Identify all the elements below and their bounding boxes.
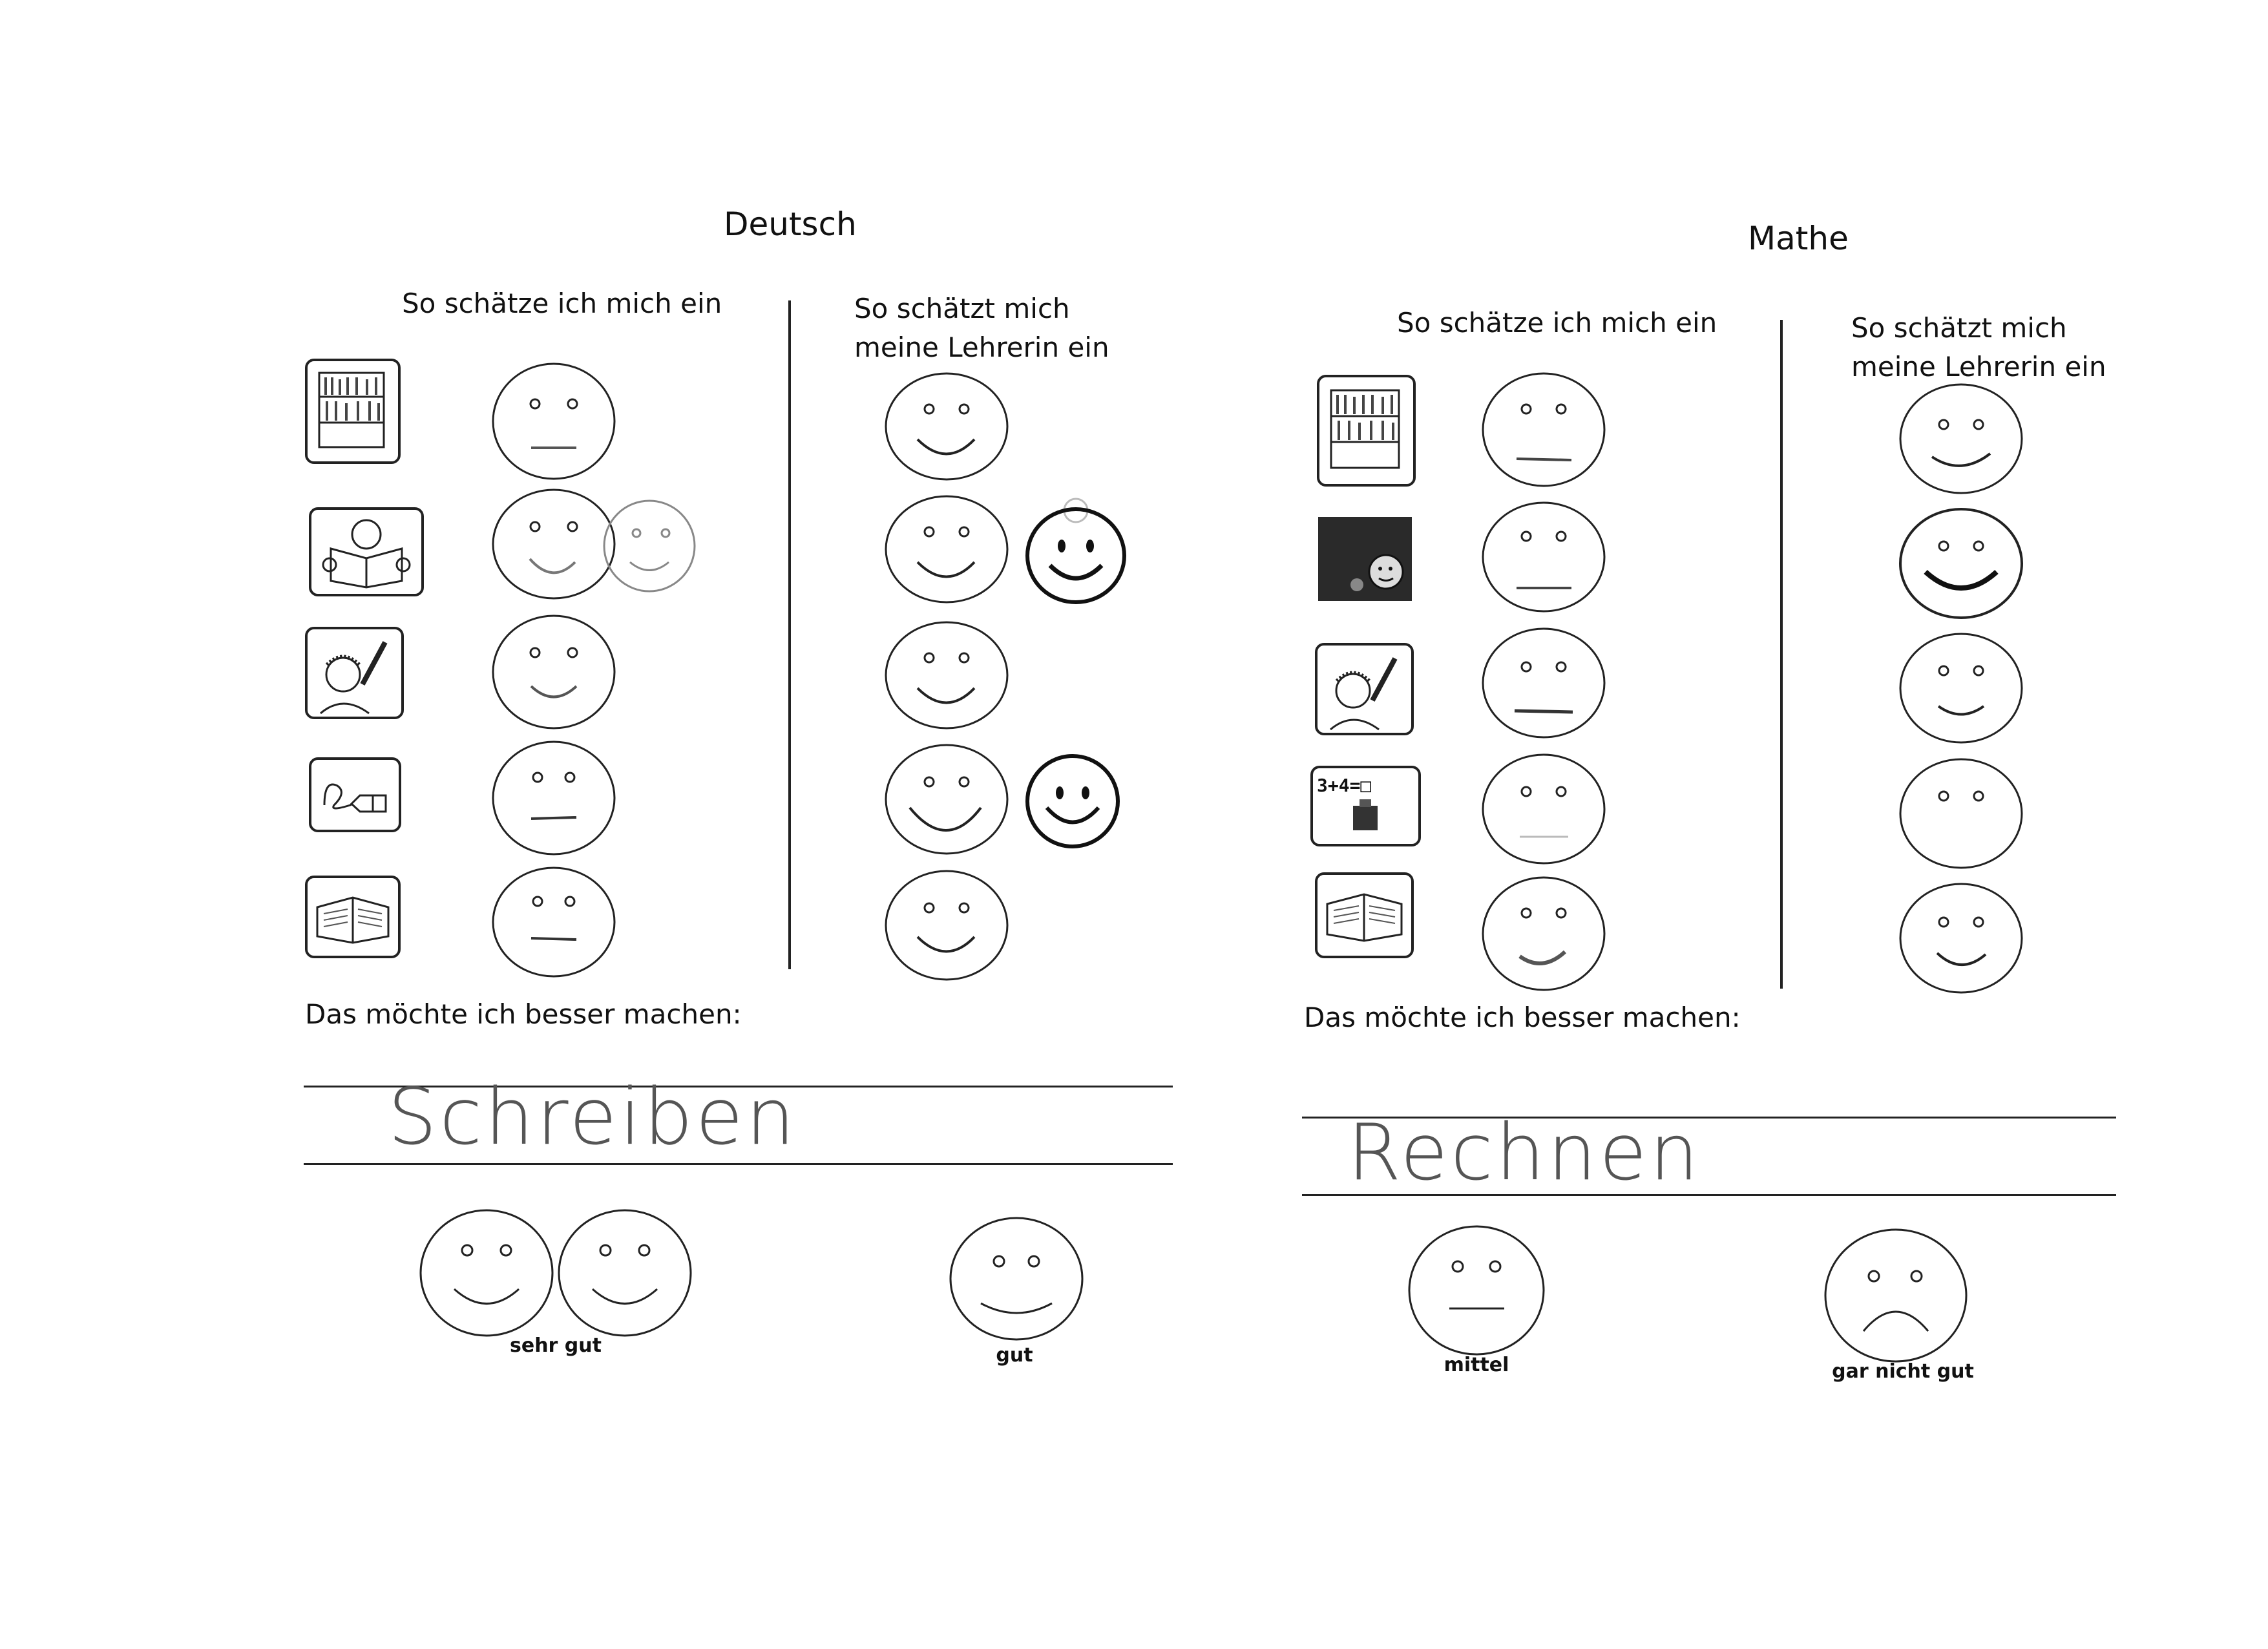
mathe-self-heading: So schätze ich mich ein [1397, 307, 1717, 339]
raised-hand-child-icon [305, 627, 404, 719]
deutsch-self-face-4-neutral [491, 740, 617, 856]
reading-child-icon [309, 507, 424, 596]
legend-very-good-label: sehr gut [510, 1334, 602, 1357]
raised-hand-child-icon [1315, 643, 1414, 735]
deutsch-title: Deutsch [724, 205, 857, 243]
mathe-teacher-face-4-neutral [1898, 757, 2024, 870]
mathe-teacher-heading-line2: meine Lehrerin ein [1851, 351, 2106, 383]
deutsch-self-face-3-happy [491, 614, 617, 730]
dark-picture-icon [1318, 517, 1412, 601]
legend-medium-face [1407, 1224, 1546, 1357]
deutsch-self-face-2-drawn [601, 498, 698, 594]
deutsch-self-face-5-neutral [491, 866, 617, 979]
deutsch-teacher-heading [854, 289, 1109, 367]
deutsch-teacher-face-3-happy [884, 620, 1010, 730]
mathe-self-face-3-neutral [1481, 627, 1607, 740]
mathe-teacher-face-5-happy [1898, 882, 2024, 995]
mathe-teacher-heading-line1: So schätzt mich [1851, 312, 2067, 344]
deutsch-improve-answer: Schreiben [388, 1073, 798, 1162]
mathe-title: Mathe [1748, 220, 1849, 257]
mathe-teacher-face-2-happy [1898, 507, 2024, 620]
mathe-improve-label: Das möchte ich besser machen: [1304, 1002, 1741, 1033]
mathe-teacher-heading [1851, 309, 2106, 386]
deutsch-self-face-1-neutral [491, 362, 617, 481]
deutsch-teacher-face-2-happy [884, 494, 1010, 604]
open-book-icon [1315, 872, 1414, 958]
deutsch-writing-line-2 [304, 1163, 1173, 1165]
math-sum-icon [1310, 766, 1421, 846]
deutsch-divider [788, 300, 791, 969]
mathe-improve-answer: Rechnen [1347, 1108, 1701, 1198]
deutsch-teacher-face-1-happy [884, 372, 1010, 481]
bookshelf-icon [305, 359, 401, 464]
legend-good-face [949, 1216, 1084, 1342]
deutsch-teacher-heading-line2: meine Lehrerin ein [854, 331, 1109, 363]
deutsch-self-heading: So schätze ich mich ein [402, 288, 722, 319]
deutsch-teacher-stamp-face-2 [1024, 753, 1121, 850]
legend-very-good-face-1 [419, 1208, 554, 1338]
legend-not-good-label: gar nicht gut [1832, 1360, 1974, 1383]
mathe-self-face-1-neutral [1481, 372, 1607, 488]
legend-very-good-face-2 [557, 1208, 693, 1338]
legend-good-label: gut [996, 1344, 1033, 1367]
bookshelf-icon [1317, 375, 1416, 487]
pencil-writing-icon [309, 757, 401, 832]
deutsch-teacher-stamp-face-1 [1024, 491, 1128, 607]
math-sum-text: 3+4=□ [1317, 775, 1372, 796]
deutsch-teacher-heading-line1: So schätzt mich [854, 293, 1070, 324]
open-book-icon [305, 876, 401, 958]
deutsch-improve-label: Das möchte ich besser machen: [305, 998, 742, 1030]
legend-medium-label: mittel [1444, 1354, 1509, 1376]
mathe-divider [1780, 320, 1783, 989]
deutsch-teacher-face-4-happy [884, 743, 1010, 856]
mathe-teacher-face-1-happy [1898, 383, 2024, 496]
mathe-teacher-face-3-happy [1898, 632, 2024, 745]
legend-not-good-face [1823, 1228, 1969, 1363]
mathe-self-face-4-neutral [1481, 753, 1607, 866]
deutsch-self-face-2-happy [491, 488, 617, 601]
mathe-self-face-5-happy [1481, 876, 1607, 992]
deutsch-teacher-face-5-happy [884, 869, 1010, 982]
mathe-self-face-2-neutral [1481, 501, 1607, 614]
